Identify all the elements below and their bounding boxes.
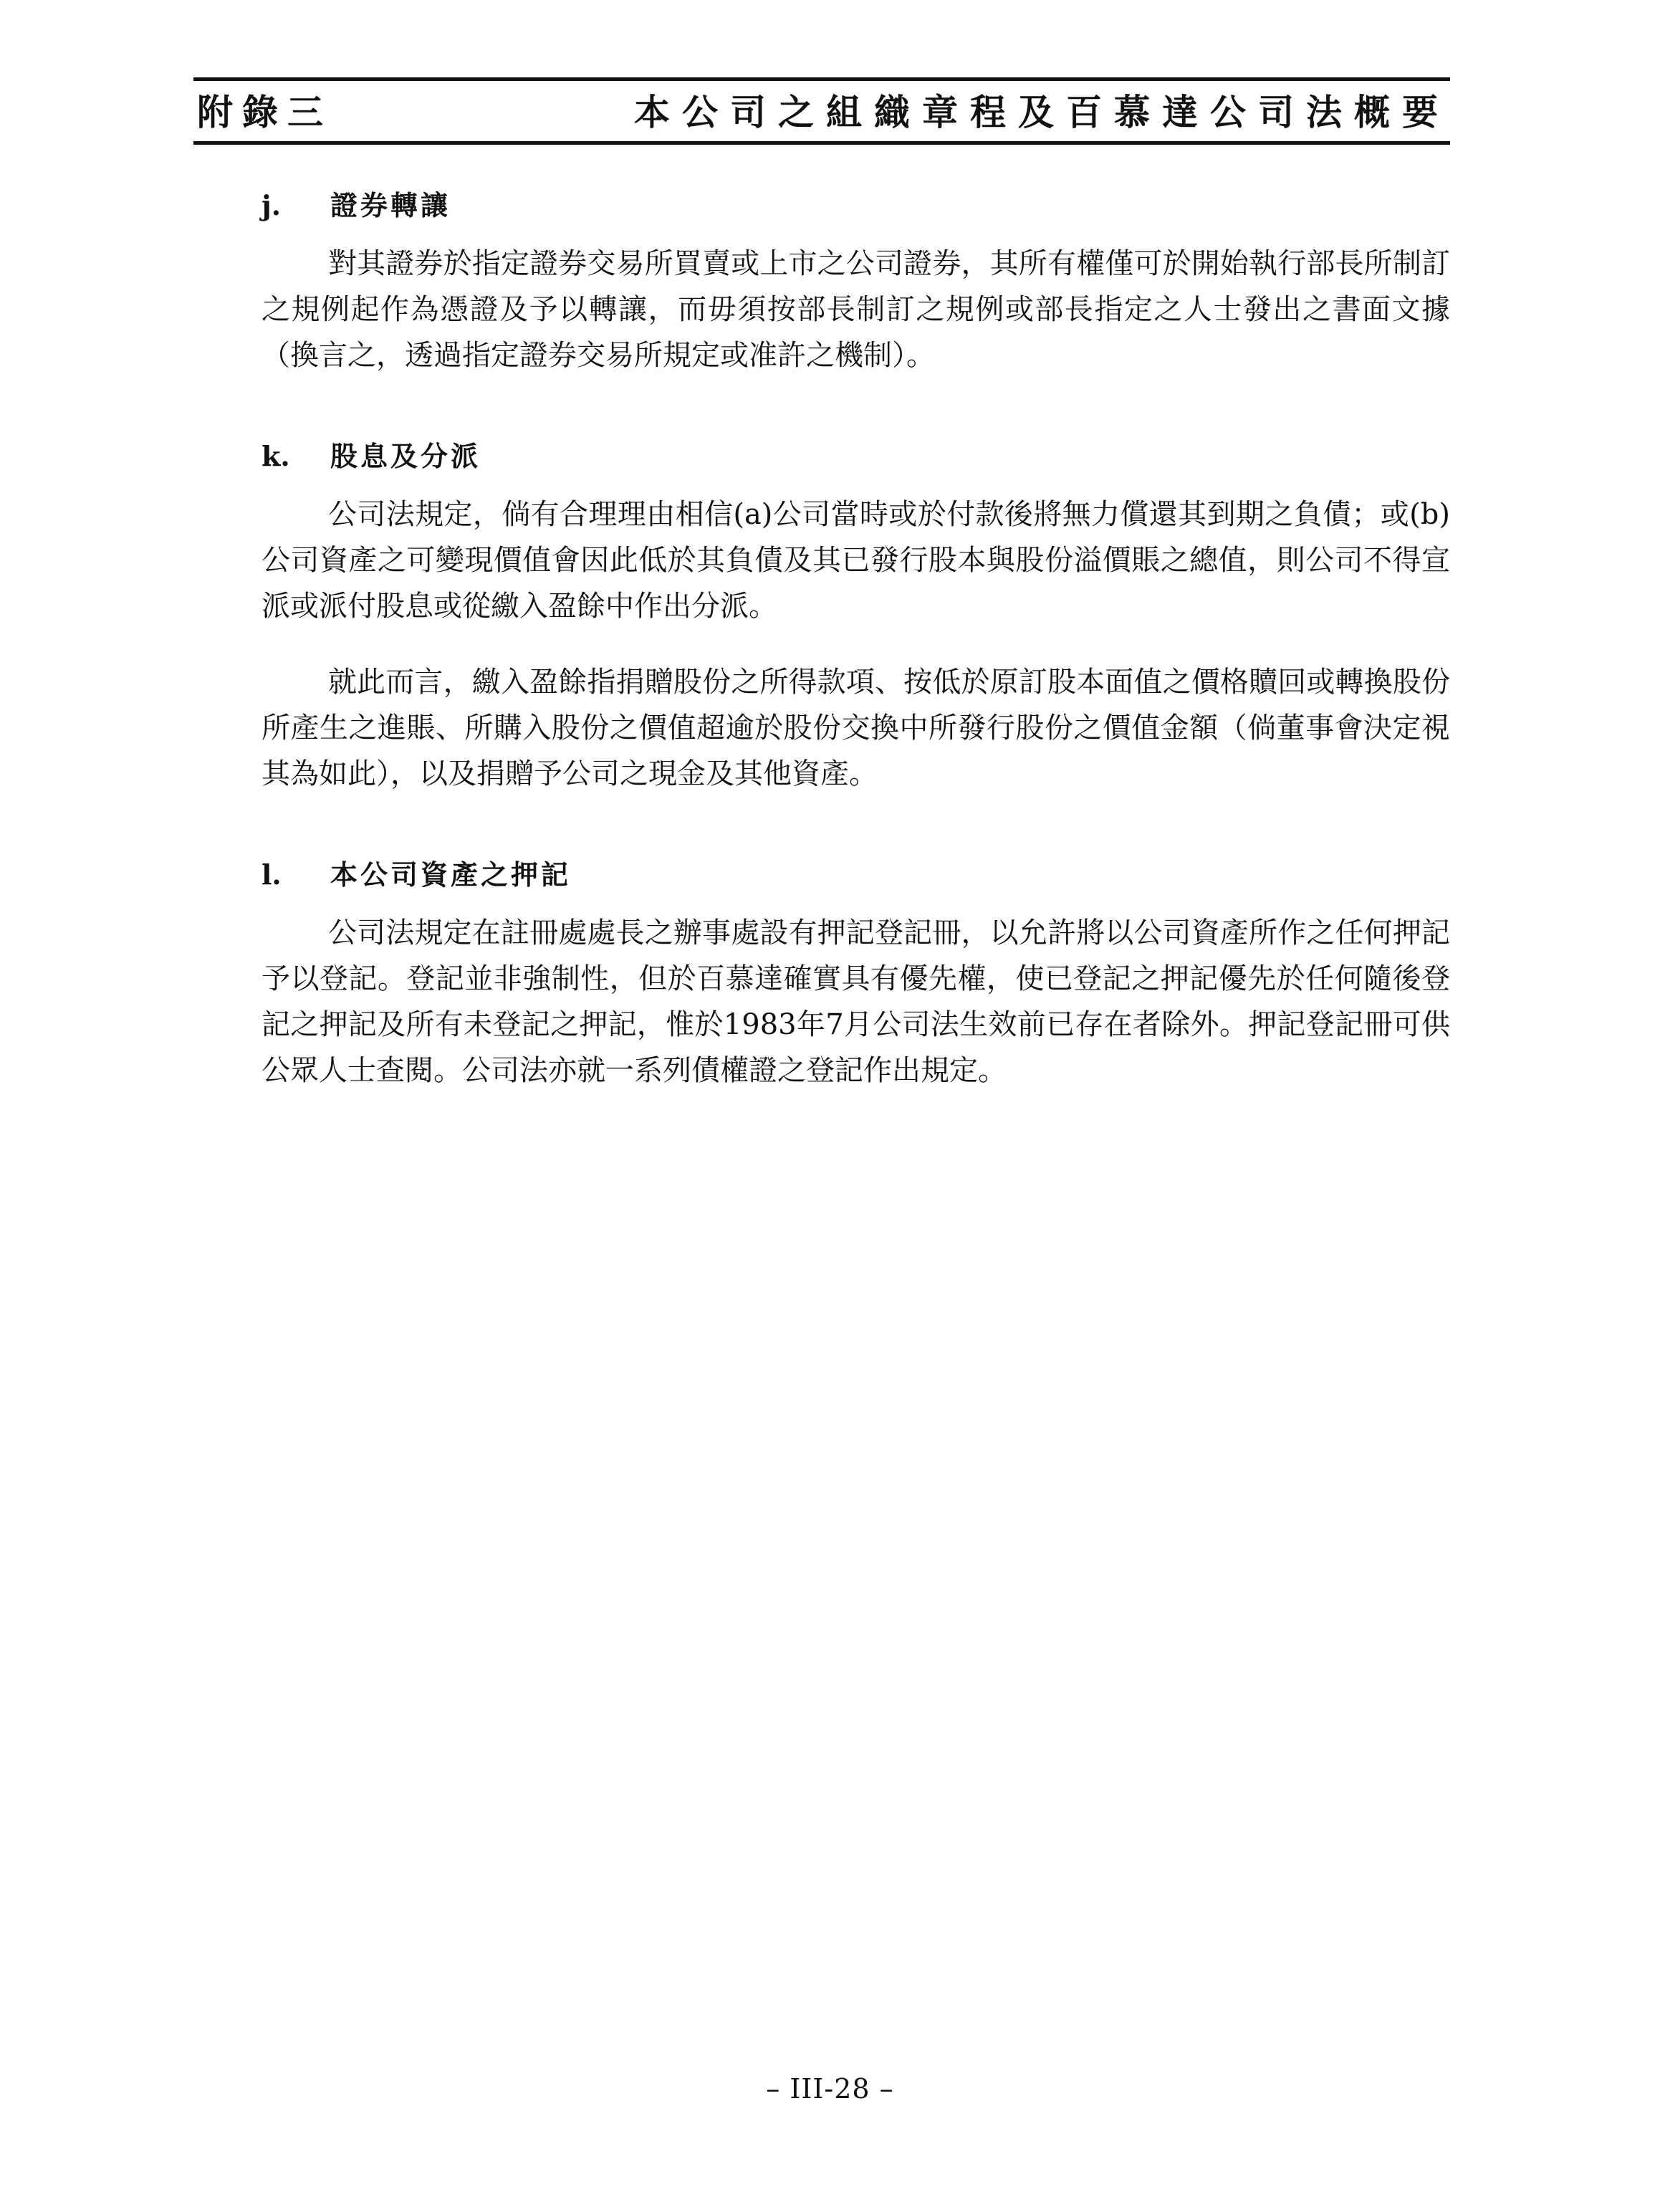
- document-title: 本公司之組織章程及百慕達公司法概要: [634, 91, 1450, 133]
- page-number: – III-28 –: [766, 2073, 894, 2105]
- section-marker: k.: [262, 440, 290, 472]
- paragraph-charges: 公司法規定在註冊處處長之辦事處設有押記登記冊，以允許將以公司資產所作之任何押記予以登記。登記並非強制性，但於百慕達確實具有優先權，使已登記之押記優先於任何隨後登記之押記及所有未登記之押記，惟於1983年7月公司法生效前已存在者除外。押記登記冊可供公眾人士查閱。公司法亦就一系列債權證之登記作出規定。: [262, 916, 1450, 1087]
- appendix-label: 附錄三: [197, 91, 332, 133]
- paragraph-contributed-surplus: 就此而言，繳入盈餘指捐贈股份之所得款項、按低於原訂股本面值之價格贖回或轉換股份所產生之進賬、所購入股份之價值超逾於股份交換中所發行股份之價值金額（倘董事會決定視其為如此），以及捐贈予公司之現金及其他資產。: [262, 666, 1450, 790]
- paragraph-securities-transfer: 對其證券於指定證券交易所買賣或上市之公司證券，其所有權僅可於開始執行部長所制訂之規例起作為憑證及予以轉讓，而毋須按部長制訂之規例或部長指定之人士發出之書面文據（換言之，透過指定證券交易所規定或准許之機制）。: [262, 247, 1450, 372]
- paragraph-dividends: 公司法規定，倘有合理理由相信(a)公司當時或於付款後將無力償還其到期之負債；或(b)公司資產之可變現價值會因此低於其負債及其已發行股本與股份溢價賬之總值，則公司不得宣派或派付股息或從繳入盈餘中作出分派。: [262, 498, 1450, 623]
- page-header: [193, 77, 1450, 145]
- section-title: 證券轉讓: [330, 189, 451, 221]
- section-title: 股息及分派: [330, 440, 481, 472]
- section-marker: l.: [262, 858, 282, 891]
- section-marker: j.: [262, 189, 281, 221]
- section-title: 本公司資產之押記: [330, 858, 572, 891]
